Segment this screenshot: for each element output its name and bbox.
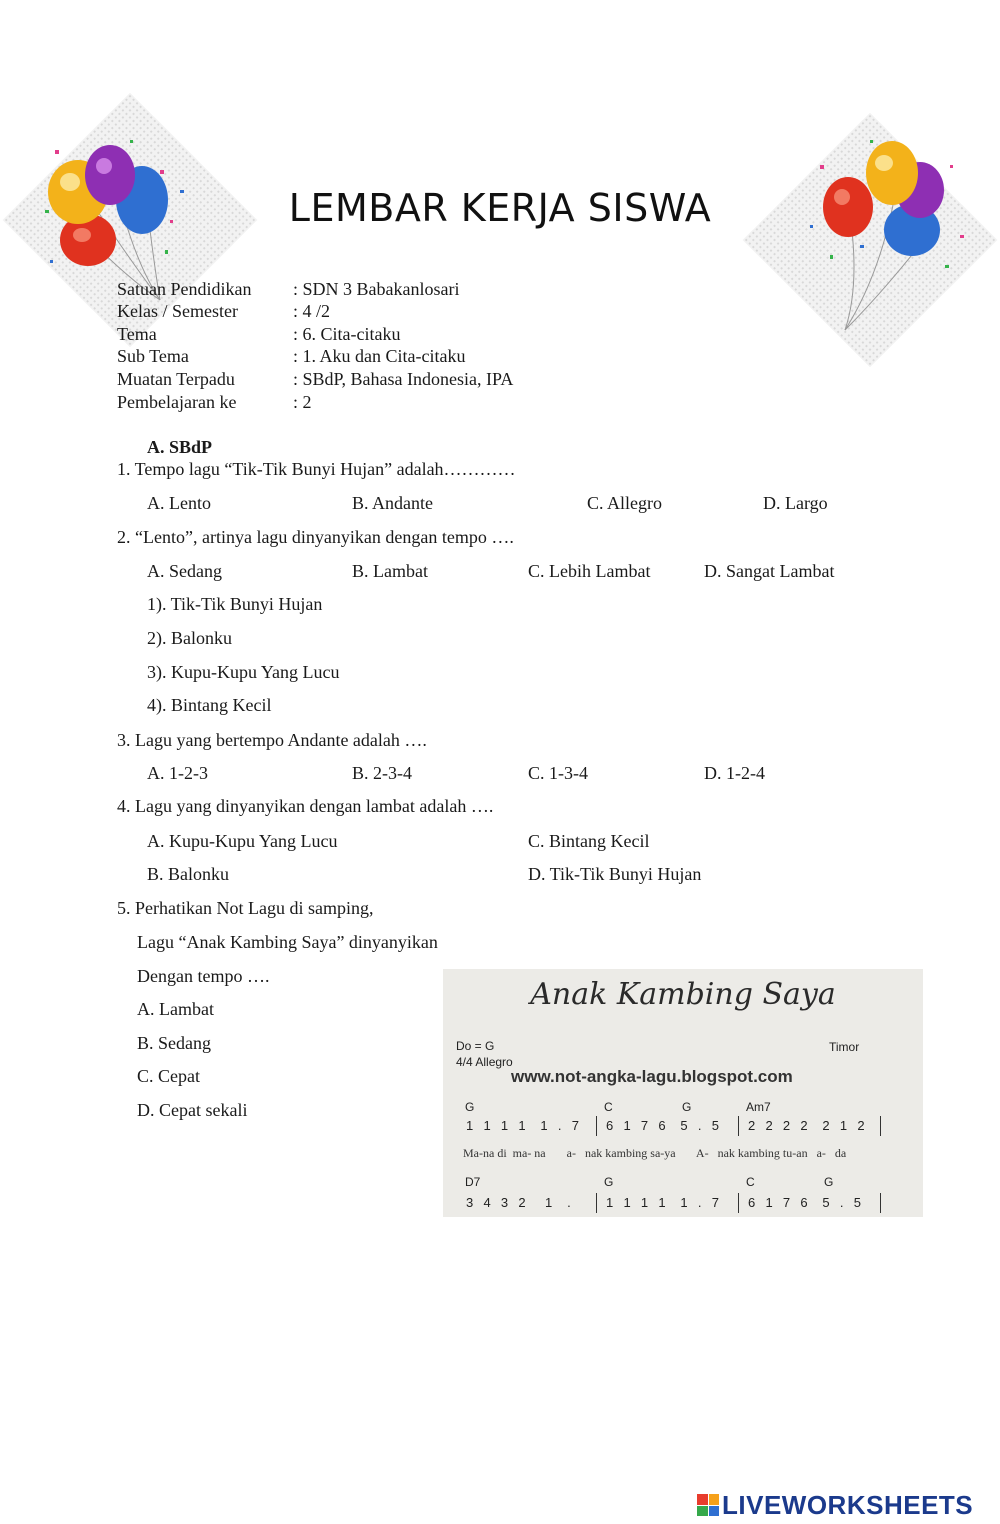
song-list-item-2: 2). Balonku — [147, 628, 232, 648]
q5-option-d[interactable]: D. Cepat sekali — [137, 1100, 248, 1120]
question-4: 4. Lagu yang dinyanyikan dengan lambat adalah …. — [117, 796, 494, 816]
question-3: 3. Lagu yang bertempo Andante adalah …. — [117, 730, 427, 750]
info-value-theme: : 6. Cita-citaku — [293, 324, 401, 344]
q1-option-c[interactable]: C. Allegro — [587, 493, 662, 513]
question-5-line-3: Dengan tempo …. — [137, 966, 270, 986]
q2-option-b[interactable]: B. Lambat — [352, 561, 428, 581]
q3-option-c[interactable]: C. 1-3-4 — [528, 763, 588, 783]
q4-option-b[interactable]: B. Balonku — [147, 864, 230, 884]
lyrics-line: Ma-na di ma- na a- nak kambing sa-ya A- nak kambing tu-an a- da — [463, 1146, 847, 1160]
info-label-class: Kelas / Semester — [117, 301, 238, 321]
q1-option-b[interactable]: B. Andante — [352, 493, 433, 513]
info-value-class: : 4 /2 — [293, 301, 331, 321]
note-measure: 1 1 1 1 1 . 7 — [466, 1118, 580, 1133]
song-list-item-4: 4). Bintang Kecil — [147, 695, 272, 715]
info-value-content: : SBdP, Bahasa Indonesia, IPA — [293, 369, 514, 389]
q2-option-d[interactable]: D. Sangat Lambat — [704, 561, 835, 581]
note-measure: 6 1 7 6 5 . 5 — [748, 1195, 862, 1210]
bar-line — [738, 1116, 739, 1136]
q5-option-b[interactable]: B. Sedang — [137, 1033, 211, 1053]
sheet-music-image — [443, 969, 923, 1217]
q3-option-a[interactable]: A. 1-2-3 — [147, 763, 208, 783]
bar-line — [596, 1116, 597, 1136]
chord: G — [682, 1100, 692, 1114]
sheet-music-url: www.not-angka-lagu.blogspot.com — [511, 1067, 793, 1086]
question-2: 2. “Lento”, artinya lagu dinyanyikan dengan tempo …. — [117, 527, 514, 547]
question-1: 1. Tempo lagu “Tik-Tik Bunyi Hujan” adalah………… — [117, 459, 516, 479]
note-measure: 3 4 3 2 1 . — [466, 1195, 572, 1210]
info-label-theme: Tema — [117, 324, 157, 344]
sheet-music-time: 4/4 Allegro — [456, 1055, 513, 1069]
info-value-school: : SDN 3 Babakanlosari — [293, 279, 460, 299]
note-measure: 2 2 2 2 2 1 2 — [748, 1118, 866, 1133]
info-value-subtheme: : 1. Aku dan Cita-citaku — [293, 346, 466, 366]
info-label-subtheme: Sub Tema — [117, 346, 189, 366]
q1-option-d[interactable]: D. Largo — [763, 493, 828, 513]
q3-option-d[interactable]: D. 1-2-4 — [704, 763, 765, 783]
liveworksheets-logo — [697, 1490, 973, 1520]
info-value-lesson: : 2 — [293, 392, 312, 412]
q2-option-c[interactable]: C. Lebih Lambat — [528, 561, 651, 581]
brand-name: LIVEWORKSHEETS — [722, 1489, 974, 1520]
q3-option-b[interactable]: B. 2-3-4 — [352, 763, 412, 783]
note-measure: 6 1 7 6 5 . 5 — [606, 1118, 720, 1133]
chord: Am7 — [746, 1100, 771, 1114]
logo-blocks-icon — [697, 1494, 719, 1516]
note-measure: 1 1 1 1 1 . 7 — [606, 1195, 720, 1210]
q1-option-a[interactable]: A. Lento — [147, 493, 211, 513]
chord: C — [604, 1100, 613, 1114]
chord: D7 — [465, 1175, 481, 1189]
q4-option-a[interactable]: A. Kupu-Kupu Yang Lucu — [147, 831, 338, 851]
song-list-item-3: 3). Kupu-Kupu Yang Lucu — [147, 662, 340, 682]
q5-option-a[interactable]: A. Lambat — [137, 999, 214, 1019]
chord: C — [746, 1175, 755, 1189]
question-5-line-2: Lagu “Anak Kambing Saya” dinyanyikan — [137, 932, 438, 952]
bar-line — [880, 1116, 881, 1136]
q4-option-c[interactable]: C. Bintang Kecil — [528, 831, 650, 851]
chord: G — [604, 1175, 614, 1189]
q4-option-d[interactable]: D. Tik-Tik Bunyi Hujan — [528, 864, 702, 884]
q2-option-a[interactable]: A. Sedang — [147, 561, 222, 581]
bar-line — [738, 1193, 739, 1213]
balloons-right-image — [800, 135, 1000, 335]
chord: G — [465, 1100, 475, 1114]
bar-line — [880, 1193, 881, 1213]
sheet-music-origin: Timor — [829, 1040, 860, 1054]
sheet-music-key: Do = G — [456, 1039, 495, 1053]
info-label-lesson: Pembelajaran ke — [117, 392, 237, 412]
info-label-school: Satuan Pendidikan — [117, 279, 252, 299]
q5-option-c[interactable]: C. Cepat — [137, 1066, 200, 1086]
info-label-content: Muatan Terpadu — [117, 369, 235, 389]
bar-line — [596, 1193, 597, 1213]
section-heading: A. SBdP — [147, 437, 213, 457]
chord: G — [824, 1175, 834, 1189]
question-5-line-1: 5. Perhatikan Not Lagu di samping, — [117, 898, 374, 918]
sheet-music-title: Anak Kambing Saya — [530, 977, 836, 1012]
worksheet-title: LEMBAR KERJA SISWA — [288, 186, 712, 230]
song-list-item-1: 1). Tik-Tik Bunyi Hujan — [147, 594, 323, 614]
